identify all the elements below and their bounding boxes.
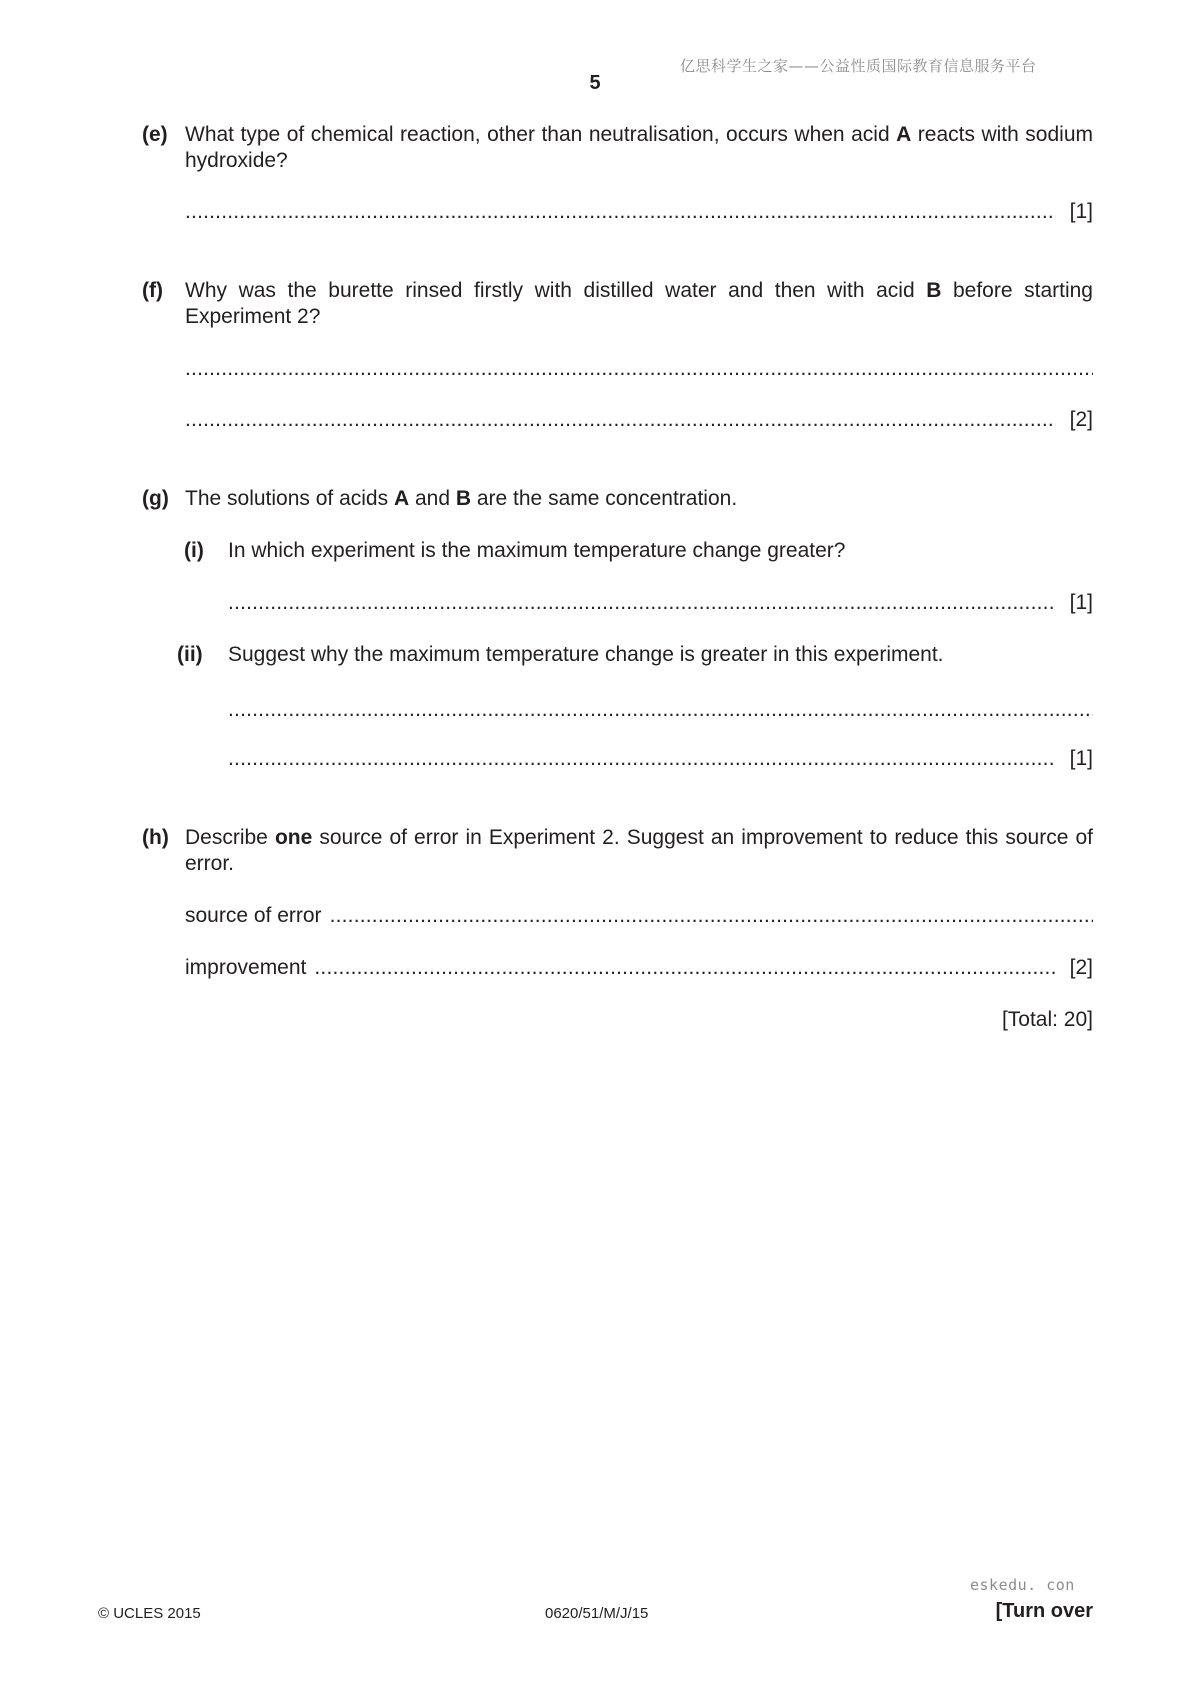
question-h-label: (h) bbox=[142, 826, 169, 849]
answer-dots bbox=[228, 697, 1093, 723]
header-watermark: 亿思科学生之家——公益性质国际教育信息服务平台 bbox=[680, 57, 1037, 75]
question-f-answer-line-2[interactable] bbox=[185, 407, 1093, 433]
page-number: 5 bbox=[589, 72, 601, 94]
question-h-text: Describe one source of error in Experiment 2. Suggest an improvement to reduce this source of error. bbox=[185, 826, 1093, 875]
question-f-answer-line-1[interactable] bbox=[185, 356, 1093, 382]
paper-code: 0620/51/M/J/15 bbox=[545, 1605, 649, 1622]
question-h-mark: [2] bbox=[1069, 956, 1093, 979]
question-g-ii-answer-line-1[interactable] bbox=[228, 697, 1093, 723]
question-g-i-mark: [1] bbox=[1069, 591, 1093, 614]
source-of-error-label: source of error bbox=[185, 904, 322, 927]
question-e-answer-line[interactable] bbox=[185, 199, 1093, 225]
question-g-ii-label: (ii) bbox=[177, 643, 203, 666]
question-g-label: (g) bbox=[142, 487, 169, 510]
question-g-ii-mark: [1] bbox=[1069, 747, 1093, 770]
question-h-improvement-line[interactable] bbox=[185, 955, 1093, 981]
question-f-mark: [2] bbox=[1069, 408, 1093, 431]
question-e-mark: [1] bbox=[1069, 200, 1093, 223]
question-g-ii-text: Suggest why the maximum temperature change is greater in this experiment. bbox=[228, 643, 944, 666]
answer-dots bbox=[185, 407, 1056, 433]
total-marks: [Total: 20] bbox=[1001, 1008, 1093, 1031]
answer-dots bbox=[314, 955, 1055, 981]
question-g-i-label: (i) bbox=[184, 539, 204, 562]
question-f-text: Why was the burette rinsed firstly with distilled water and then with acid B before starting Experiment 2? bbox=[185, 279, 1093, 328]
question-g-i-answer-line[interactable] bbox=[228, 590, 1093, 616]
answer-dots bbox=[185, 199, 1056, 225]
improvement-label: improvement bbox=[185, 956, 307, 979]
copyright: © UCLES 2015 bbox=[98, 1605, 201, 1622]
answer-dots bbox=[185, 356, 1093, 382]
question-g-ii-answer-line-2[interactable] bbox=[228, 746, 1093, 772]
footer-watermark: eskedu. con bbox=[970, 1576, 1075, 1594]
question-g-i-text: In which experiment is the maximum temperature change greater? bbox=[228, 539, 846, 562]
answer-dots bbox=[228, 746, 1056, 772]
turn-over: [Turn over bbox=[995, 1600, 1093, 1622]
question-f-label: (f) bbox=[142, 279, 163, 302]
question-g-text: The solutions of acids A and B are the same concentration. bbox=[185, 487, 738, 510]
answer-dots bbox=[228, 590, 1056, 616]
answer-dots bbox=[330, 903, 1093, 929]
question-e-label: (e) bbox=[142, 123, 168, 146]
question-h-source-line[interactable] bbox=[185, 903, 1093, 929]
question-e-text: What type of chemical reaction, other than neutralisation, occurs when acid A reacts with sodium hydroxide? bbox=[185, 123, 1094, 172]
